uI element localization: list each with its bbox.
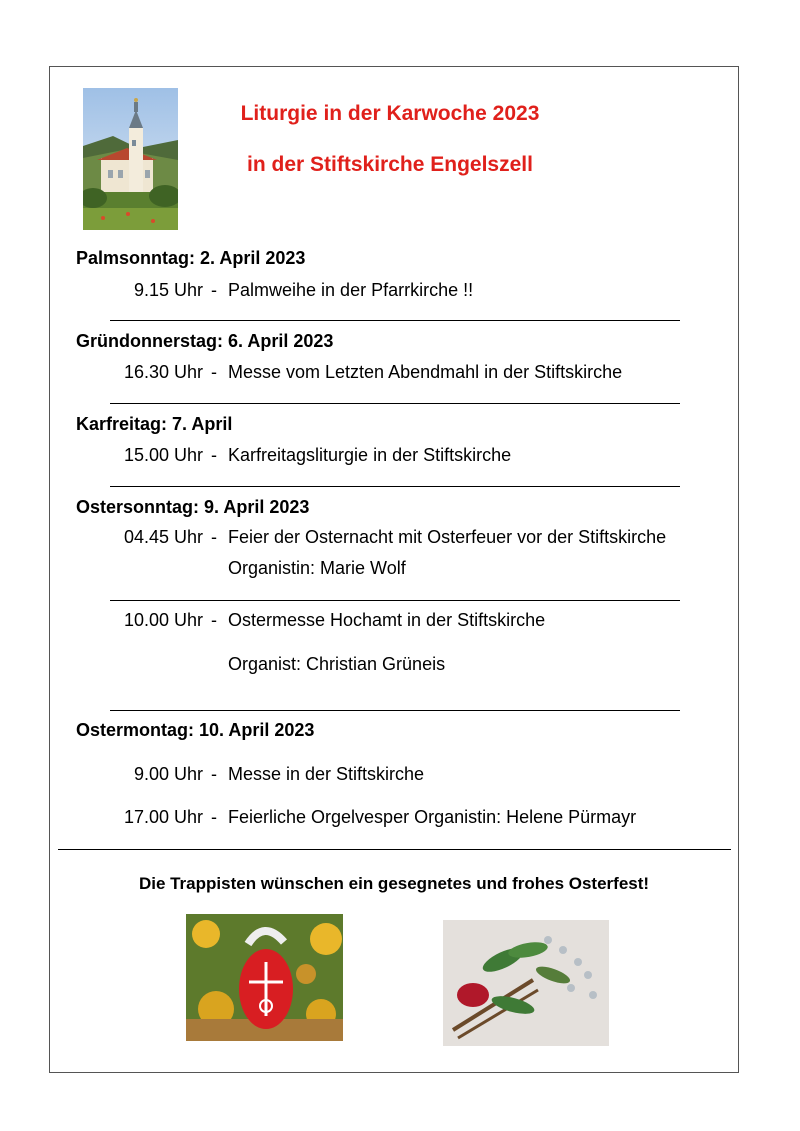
day-heading: Ostersonntag: 9. April 2023 — [76, 497, 310, 517]
event-time: 9.00 Uhr — [133, 764, 203, 784]
separator-dash: - — [211, 610, 217, 630]
event-description: Ostermesse Hochamt in der Stiftskirche — [228, 610, 546, 630]
page-subtitle: in der Stiftskirche Engelszell — [247, 153, 533, 176]
closing-message: Die Trappisten wünschen ein gesegnetes und frohes Osterfest! — [138, 874, 650, 893]
divider — [110, 710, 680, 711]
divider — [110, 403, 680, 404]
event-time: 16.30 Uhr — [123, 362, 203, 382]
separator-dash: - — [211, 764, 217, 784]
event-description: Feierliche Orgelvesper Organistin: Helene Pürmayr — [228, 807, 637, 827]
event-description: Messe vom Letzten Abendmahl in der Stiftskirche — [228, 362, 623, 382]
day-heading: Karfreitag: 7. April — [76, 414, 233, 434]
divider — [110, 600, 680, 601]
divider — [110, 320, 680, 321]
event-description: Messe in der Stiftskirche — [228, 764, 425, 784]
day-heading: Ostermontag: 10. April 2023 — [76, 720, 315, 740]
event-time: 17.00 Uhr — [123, 807, 203, 827]
event-time: 10.00 Uhr — [123, 610, 203, 630]
palm-bouquet-photo — [443, 920, 609, 1046]
event-description: Palmweihe in der Pfarrkirche !! — [228, 280, 474, 300]
church-photo — [83, 88, 178, 230]
divider — [58, 849, 731, 850]
event-time: 9.15 Uhr — [133, 280, 203, 300]
event-note: Organist: Christian Grüneis — [228, 654, 446, 674]
day-heading: Palmsonntag: 2. April 2023 — [76, 248, 306, 268]
separator-dash: - — [211, 527, 217, 547]
event-note: Organistin: Marie Wolf — [228, 558, 406, 578]
event-time: 04.45 Uhr — [123, 527, 203, 547]
separator-dash: - — [211, 445, 217, 465]
day-heading: Gründonnerstag: 6. April 2023 — [76, 331, 334, 351]
page-title: Liturgie in der Karwoche 2023 — [240, 102, 540, 125]
separator-dash: - — [211, 807, 217, 827]
event-description: Karfreitagsliturgie in der Stiftskirche — [228, 445, 512, 465]
divider — [110, 486, 680, 487]
event-time: 15.00 Uhr — [123, 445, 203, 465]
event-description: Feier der Osternacht mit Osterfeuer vor der Stiftskirche — [228, 527, 667, 547]
easter-egg-photo — [186, 914, 343, 1041]
separator-dash: - — [211, 280, 217, 300]
separator-dash: - — [211, 362, 217, 382]
